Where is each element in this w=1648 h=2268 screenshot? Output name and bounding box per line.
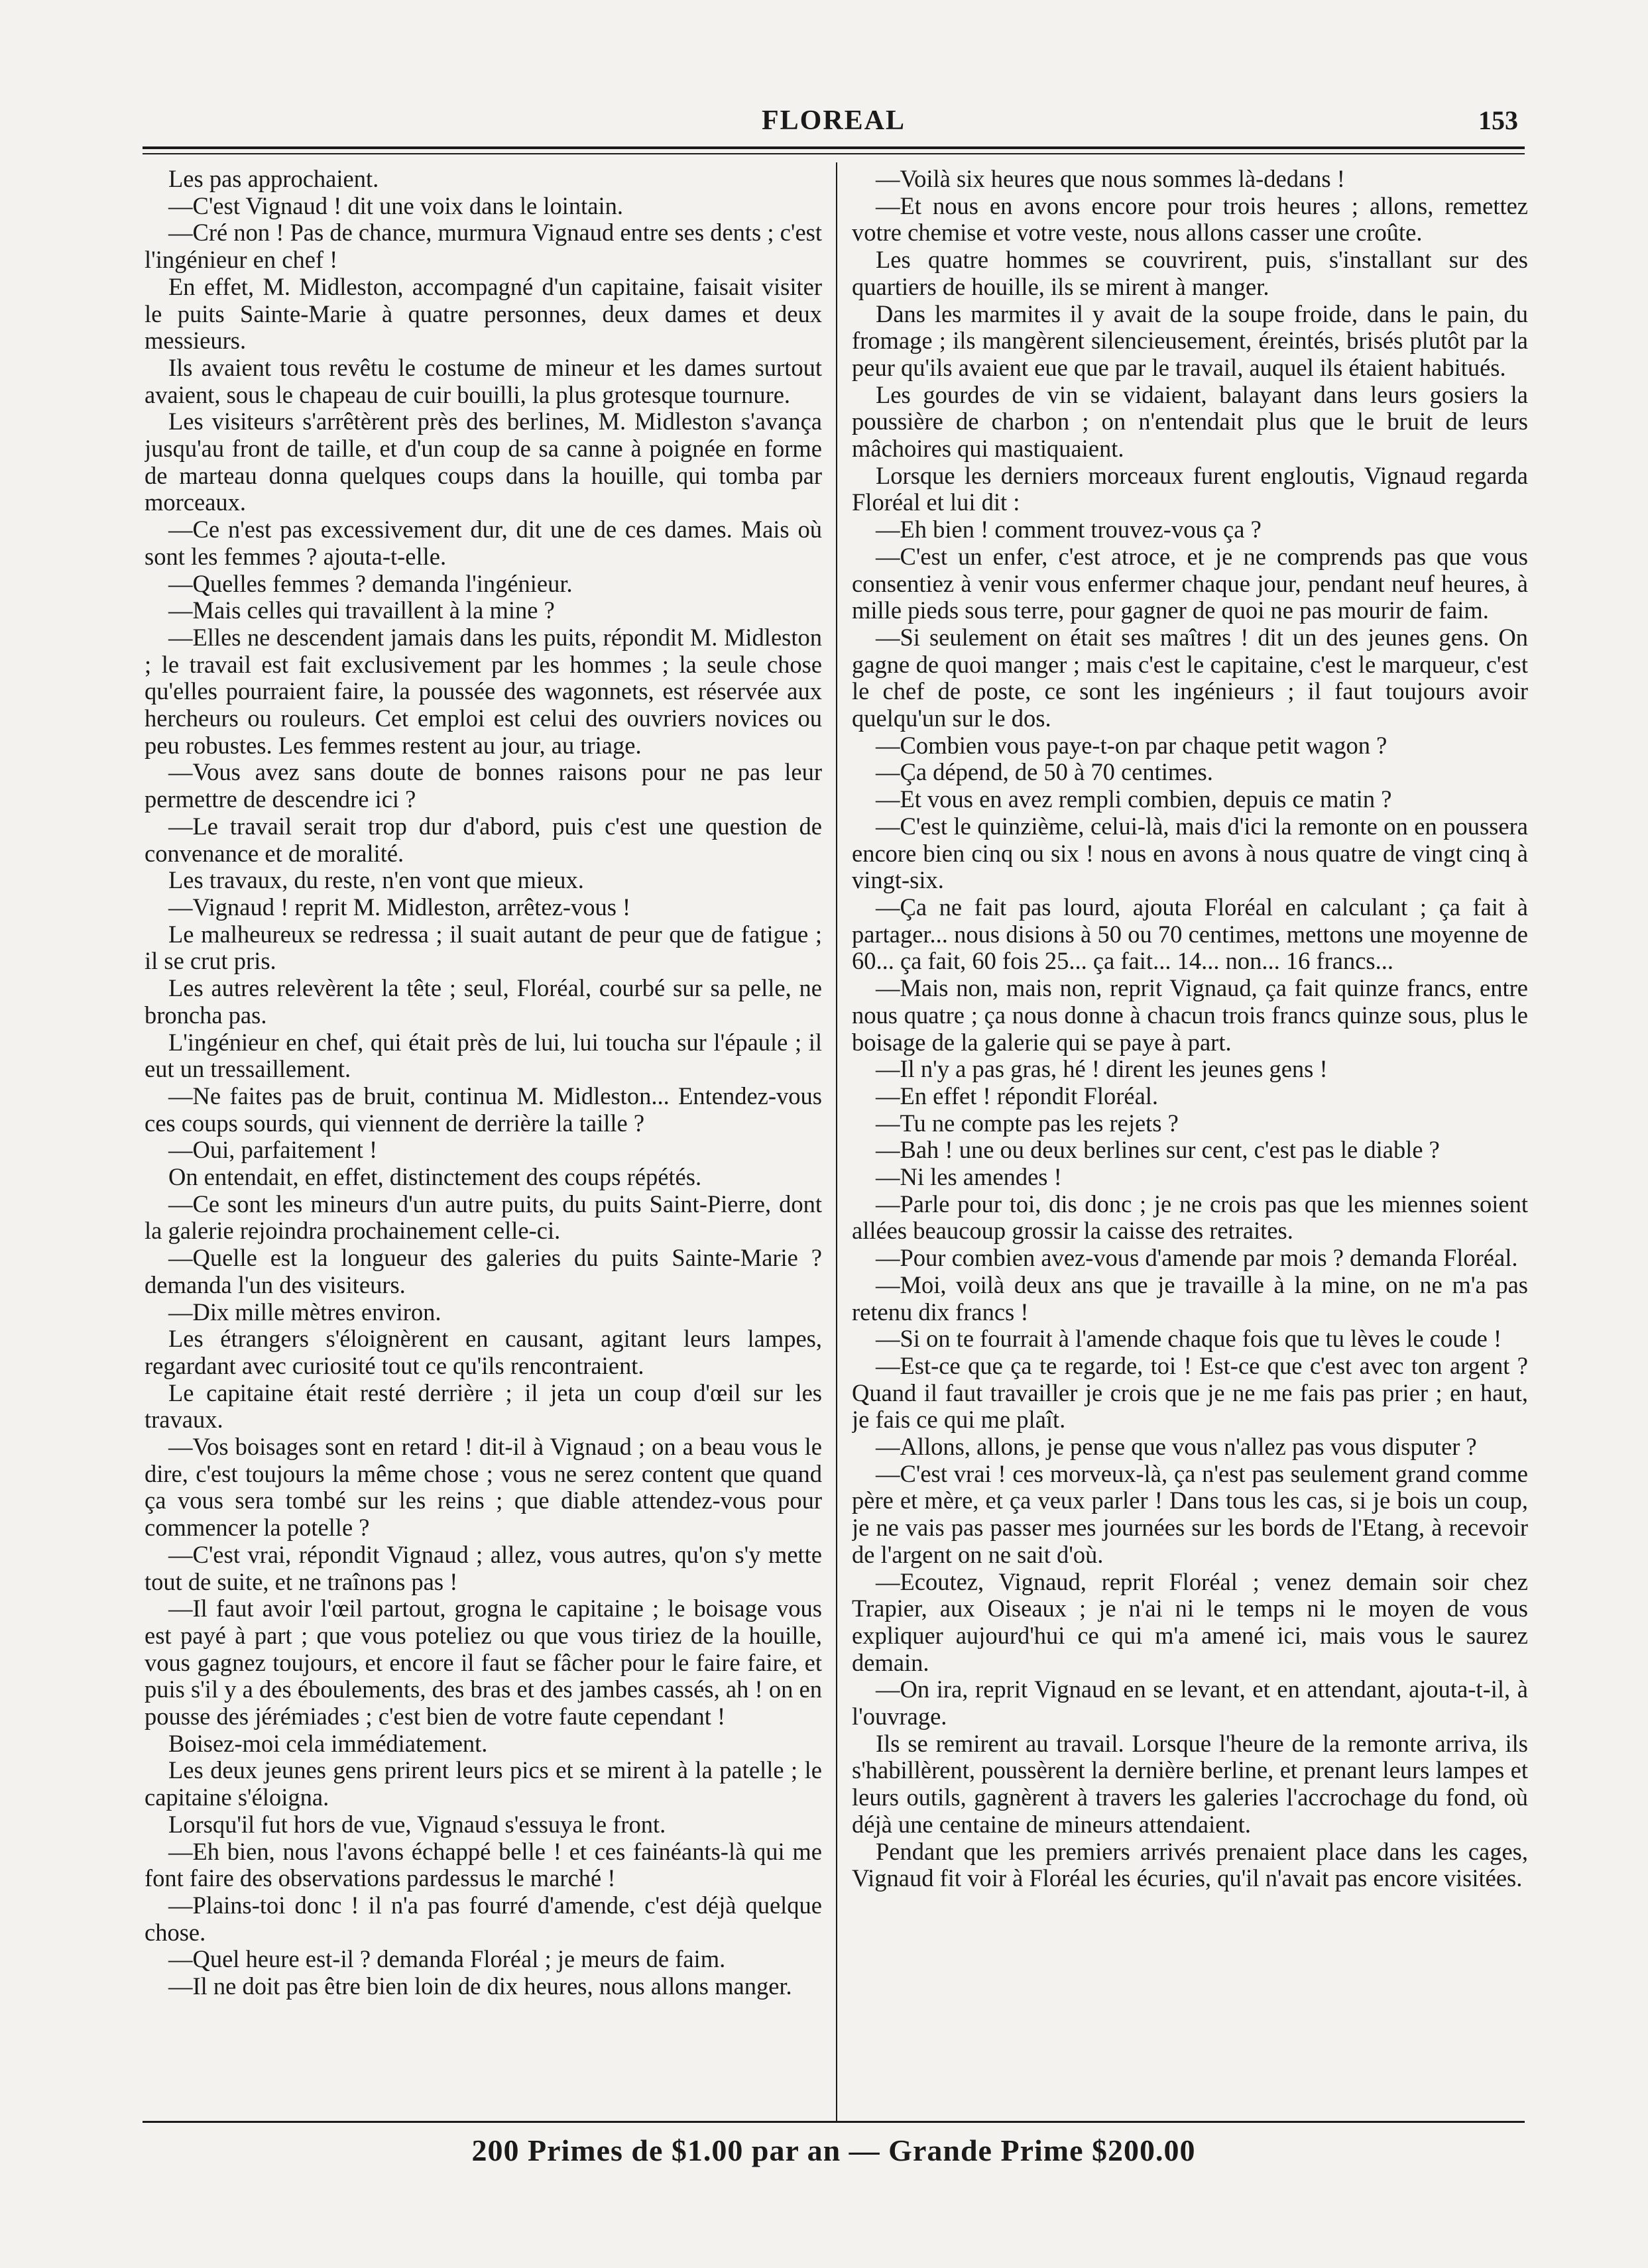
paragraph: —Mais celles qui travaillent à la mine ? xyxy=(168,596,555,624)
paragraph: —Ça dépend, de 50 à 70 centimes. xyxy=(876,758,1213,786)
left-column xyxy=(145,166,822,2118)
paragraph: —C'est un enfer, c'est atroce, et je ne comprends pas que vous consentiez à venir vous enfermer chaque jour, pendant neuf heures, à mille pieds sous terre, pour gagner de quoi ne pas mourir de faim. xyxy=(852,542,1528,624)
paragraph: —Vos boisages sont en retard ! dit-il à Vignaud ; on a beau vous le dire, c'est toujours la même chose ; vous ne serez content que quand ça vous sera tombé sur les reins ; que diable attendez-vous pour commencer la potelle ? xyxy=(145,1433,822,1542)
paragraph: —C'est Vignaud ! dit une voix dans le lointain. xyxy=(168,192,623,219)
paragraph: Dans les marmites il y avait de la soupe froide, dans le pain, du fromage ; ils mangèrent silencieusement, éreintés, brisés plutôt par la peur qu'ils avaient eue que par le travail, auquel ils étaient habitués. xyxy=(852,300,1528,381)
column-divider xyxy=(836,162,837,2121)
header-rule xyxy=(143,146,1525,149)
paragraph: —Pour combien avez-vous d'amende par mois ? demanda Floréal. xyxy=(876,1244,1518,1272)
right-column xyxy=(852,166,1528,2118)
paragraph: Ils se remirent au travail. Lorsque l'heure de la remonte arriva, ils s'habillèrent, poussèrent la dernière berline, et prenant leurs lampes et leurs outils, gagnèrent à travers les galeries l'accrochage du fond, où déjà une centaine de mineurs attendaient. xyxy=(852,1729,1528,1838)
paragraph: —On ira, reprit Vignaud en se levant, et en attendant, ajouta-t-il, à l'ouvrage. xyxy=(852,1675,1528,1730)
paragraph: —Ecoutez, Vignaud, reprit Floréal ; venez demain soir chez Trapier, aux Oiseaux ; je n'ai ni le temps ni le moyen de vous expliquer aujourd'hui ce qui m'a amené ici, mais vous le saurez demain. xyxy=(852,1567,1528,1676)
paragraph: —Ni les amendes ! xyxy=(876,1163,1062,1191)
paragraph: —C'est vrai ! ces morveux-là, ça n'est pas seulement grand comme père et mère, et ça veux parler ! Dans tous les cas, si je bois un coup, je ne vais pas passer mes journées sur les bords de l'Etang, à recevoir de l'argent on ne sait d'où. xyxy=(852,1459,1528,1568)
paragraph: En effet, M. Midleston, accompagné d'un capitaine, faisait visiter le puits Sainte-Marie à quatre personnes, deux dames et deux messieurs. xyxy=(145,272,822,355)
paragraph: —Et nous en avons encore pour trois heures ; allons, remettez votre chemise et votre veste, nous allons casser une croûte. xyxy=(852,192,1528,247)
paragraph: —Il ne doit pas être bien loin de dix heures, nous allons manger. xyxy=(168,1972,792,2000)
paragraph: —Oui, parfaitement ! xyxy=(168,1136,378,1164)
paragraph: —Ce n'est pas excessivement dur, dit une de ces dames. Mais où sont les femmes ? ajouta-t-elle. xyxy=(145,516,822,570)
page-number: 153 xyxy=(1478,105,1518,135)
paragraph: —Quel heure est-il ? demanda Floréal ; je meurs de faim. xyxy=(168,1945,726,1973)
paragraph: Les deux jeunes gens prirent leurs pics et se mirent à la patelle ; le capitaine s'éloigna. xyxy=(145,1756,822,1811)
paragraph: —Ce sont les mineurs d'un autre puits, du puits Saint-Pierre, dont la galerie rejoindra prochainement celle-ci. xyxy=(145,1190,822,1245)
paragraph: —Quelle est la longueur des galeries du puits Sainte-Marie ? demanda l'un des visiteurs. xyxy=(145,1244,822,1298)
paragraph: —Bah ! une ou deux berlines sur cent, c'est pas le diable ? xyxy=(876,1136,1440,1164)
paragraph: —Dix mille mètres environ. xyxy=(168,1298,441,1326)
paragraph: —Combien vous paye-t-on par chaque petit wagon ? xyxy=(876,731,1387,759)
paragraph: —C'est vrai, répondit Vignaud ; allez, vous autres, qu'on s'y mette tout de suite, et ne traînons pas ! xyxy=(145,1540,822,1595)
paragraph: —Et vous en avez rempli combien, depuis ce matin ? xyxy=(876,785,1392,813)
paragraph: —Allons, allons, je pense que vous n'allez pas vous disputer ? xyxy=(876,1433,1477,1461)
paragraph: Le malheureux se redressa ; il suait autant de peur que de fatigue ; il se crut pris. xyxy=(145,920,822,975)
paragraph: —Il faut avoir l'œil partout, grogna le capitaine ; le boisage vous est payé à part ; que vous poteliez ou que vous tiriez de la houille, vous gagnez toujours, et encore il faut se fâcher pour le faire faire, et puis s'il y a des éboulements, des bras et des jambes cassés, ah ! on en pousse des jérémiades ; c'est bien de votre faute cependant ! xyxy=(145,1595,822,1730)
paragraph: Lorsqu'il fut hors de vue, Vignaud s'essuya le front. xyxy=(168,1810,666,1838)
running-title: FLOREAL xyxy=(761,105,906,136)
paragraph: L'ingénieur en chef, qui était près de lui, lui toucha sur l'épaule ; il eut un tressaillement. xyxy=(145,1028,822,1083)
paragraph: —Eh bien, nous l'avons échappé belle ! et ces fainéants-là qui me font faire des observations pardessus le marché ! xyxy=(145,1837,822,1892)
paragraph: —Plains-toi donc ! il n'a pas fourré d'amende, c'est déjà quelque chose. xyxy=(145,1892,822,1946)
paragraph: Pendant que les premiers arrivés prenaient place dans les cages, Vignaud fit voir à Floréal les écuries, qu'il n'avait pas encore visitées. xyxy=(852,1837,1528,1892)
paragraph: —Si on te fourrait à l'amende chaque fois que tu lèves le coude ! xyxy=(876,1325,1502,1353)
paragraph: Les quatre hommes se couvrirent, puis, s'installant sur des quartiers de houille, ils se mirent à manger. xyxy=(852,246,1528,300)
paragraph: —Il n'y a pas gras, hé ! dirent les jeunes gens ! xyxy=(876,1055,1328,1083)
paragraph: Les autres relevèrent la tête ; seul, Floréal, courbé sur sa pelle, ne broncha pas. xyxy=(145,974,822,1029)
paragraph: Le capitaine était resté derrière ; il jeta un coup d'œil sur les travaux. xyxy=(145,1379,822,1434)
header-rule-thin xyxy=(143,153,1525,154)
paragraph: —Voilà six heures que nous sommes là-dedans ! xyxy=(876,166,1345,192)
paragraph: —Vignaud ! reprit M. Midleston, arrêtez-vous ! xyxy=(168,893,631,921)
paragraph: —En effet ! répondit Floréal. xyxy=(876,1082,1159,1109)
paragraph: —Parle pour toi, dis donc ; je ne crois pas que les miennes soient allées beaucoup grossir la caisse des retraites. xyxy=(852,1190,1528,1245)
paragraph: —Moi, voilà deux ans que je travaille à la mine, on ne m'a pas retenu dix francs ! xyxy=(852,1271,1528,1326)
paragraph: —Est-ce que ça te regarde, toi ! Est-ce que c'est avec ton argent ? Quand il faut travailler je crois que je ne me fais pas prier ; en haut, je fais ce qui me plaît. xyxy=(852,1351,1528,1434)
paragraph: Boisez-moi cela immédiatement. xyxy=(168,1729,488,1757)
paragraph: —Cré non ! Pas de chance, murmura Vignaud entre ses dents ; c'est l'ingénieur en chef ! xyxy=(145,219,822,274)
paragraph: Les pas approchaient. xyxy=(168,166,379,192)
paragraph: —C'est le quinzième, celui-là, mais d'ici la remonte on en poussera encore bien cinq ou six ! nous en avons à nous quatre de vingt cinq à vingt-six. xyxy=(852,812,1528,894)
paragraph: —Si seulement on était ses maîtres ! dit un des jeunes gens. On gagne de quoi manger ; mais c'est le capitaine, c'est le marqueur, c'est le chef de poste, ce sont les ingénieurs ; il faut toujours avoir quelqu'un sur le dos. xyxy=(852,623,1528,732)
paragraph: —Tu ne compte pas les rejets ? xyxy=(876,1109,1179,1137)
page-header xyxy=(143,105,1525,144)
paragraph: —Elles ne descendent jamais dans les puits, répondit M. Midleston ; le travail est fait exclusivement par les hommes ; la seule chose qu'elles pourraient faire, la poussée des wagonnets, est réservée aux hercheurs ou rouleurs. Cet emploi est celui des ouvriers novices ou peu robustes. Les femmes restent au jour, au triage. xyxy=(145,623,822,759)
paragraph: —Eh bien ! comment trouvez-vous ça ? xyxy=(876,516,1262,543)
footer-rule xyxy=(143,2121,1525,2123)
paragraph: Les visiteurs s'arrêtèrent près des berlines, M. Midleston s'avança jusqu'au front de taille, et d'un coup de sa canne à poignée en forme de marteau donna quelques coups dans la houille, qui tomba par morceaux. xyxy=(145,408,822,516)
paragraph: —Ça ne fait pas lourd, ajouta Floréal en calculant ; ça fait à partager... nous disions à 50 ou 70 centimes, mettons une moyenne de 60... ça fait, 60 fois 25... ça fait... 14... non... 16 francs... xyxy=(852,893,1528,975)
paragraph: Les gourdes de vin se vidaient, balayant dans leurs gosiers la poussière de charbon ; on n'entendait plus que le bruit de leurs mâchoires qui mastiquaient. xyxy=(852,380,1528,463)
paragraph: —Quelles femmes ? demanda l'ingénieur. xyxy=(168,569,573,597)
paragraph: On entendait, en effet, distinctement des coups répétés. xyxy=(168,1163,702,1191)
footer-banner: 200 Primes de $1.00 par an — Grande Prime $200.00 xyxy=(471,2133,1196,2167)
paragraph: Les travaux, du reste, n'en vont que mieux. xyxy=(168,866,584,894)
paragraph: Ils avaient tous revêtu le costume de mineur et les dames surtout avaient, sous le chapeau de cuir bouilli, la plus grotesque tournure. xyxy=(145,353,822,408)
paragraph: Lorsque les derniers morceaux furent engloutis, Vignaud regarda Floréal et lui dit : xyxy=(852,461,1528,516)
paragraph: —Ne faites pas de bruit, continua M. Midleston... Entendez-vous ces coups sourds, qui viennent de derrière la taille ? xyxy=(145,1082,822,1137)
paragraph: —Mais non, mais non, reprit Vignaud, ça fait quinze francs, entre nous quatre ; ça nous donne à chacun trois francs quinze sous, plus le boisage de la galerie qui se paye à part. xyxy=(852,974,1528,1056)
paragraph: Les étrangers s'éloignèrent en causant, agitant leurs lampes, regardant avec curiosité tout ce qu'ils rencontraient. xyxy=(145,1325,822,1379)
paragraph: —Vous avez sans doute de bonnes raisons pour ne pas leur permettre de descendre ici ? xyxy=(145,758,822,813)
paragraph: —Le travail serait trop dur d'abord, puis c'est une question de convenance et de moralité. xyxy=(145,812,822,867)
